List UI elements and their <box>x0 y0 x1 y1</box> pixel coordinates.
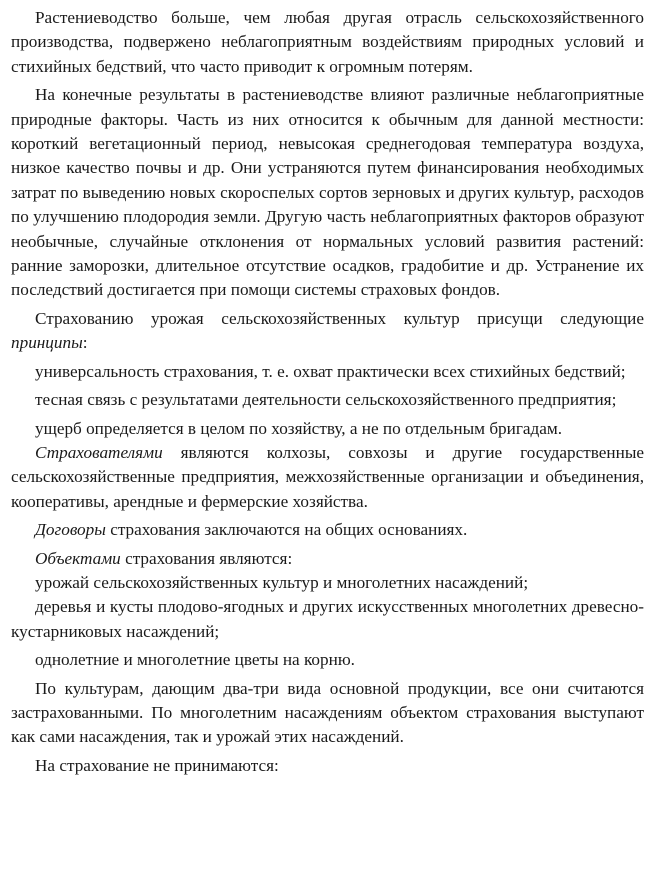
policyholders-term: Страхователями <box>35 442 163 462</box>
contracts-text: страхования заключаются на общих основаниях. <box>105 520 468 540</box>
contracts-term: Договоры <box>35 520 106 540</box>
principle-item-connection: тесная связь с результатами деятельности сельскохозяйственного предприятия; <box>35 390 617 410</box>
paragraph-crops: По культурам, дающим два-три вида основной продукции, все они считаются застрахованными. По многолетним насаждениям объектом страхования выступают как сами насаждения, так и урожай этих насаждений. <box>11 678 644 747</box>
objects-term: Объектами <box>35 548 121 568</box>
principle-item-damage: ущерб определяется в целом по хозяйству, а не по отдельным бригадам. <box>35 418 563 438</box>
principles-intro-colon: : <box>82 333 88 353</box>
object-item-flowers: однолетние и многолетние цветы на корню. <box>35 650 355 670</box>
paragraph-policyholders <box>11 441 644 514</box>
paragraph-contracts <box>11 518 644 542</box>
paragraph-intro: Растениеводство больше, чем любая другая отрасль сельскохозяйственного производства, подвержено неблагоприятным воздействиям природных условий и стихийных бедствий, что часто приводит к огромным потерям. <box>11 8 644 76</box>
object-item-trees: деревья и кусты плодово-ягодных и других искусственных многолетних древесно-кустарниковых насаждений; <box>11 597 644 641</box>
paragraph-principles-intro <box>11 307 644 356</box>
objects-intro-text: страхования являются: <box>120 548 293 568</box>
paragraph-not-accepted: На страхование не принимаются: <box>35 755 279 775</box>
principles-term: принципы <box>11 333 83 353</box>
paragraph-objects-intro <box>11 547 644 571</box>
principles-intro-text: Страхованию урожая сельскохозяйственных культур присущи следующие <box>35 308 644 328</box>
paragraph-factors: На конечные результаты в растениеводстве влияют различные неблагоприятные природные факторы. Часть из них относится к обычным для данной местности: короткий вегетационный период, невысокая среднегодовая температура воздуха, низкое качество почвы и др. Они устраняются путем финансирования необходимых затрат по выведению новых скороспелых сортов зерновых и других культур, расходов по улучшению плодородия земли. Другую часть неблагоприятных факторов образуют необычные, случайные отклонения от нормальных условий развития растений: ранние заморозки, длительное отсутствие осадков, градобитие и др. Устранение их последствий достигается при помощи системы страховых фондов. <box>11 85 644 300</box>
object-item-harvest: урожай сельскохозяйственных культур и многолетних насаждений; <box>35 572 529 592</box>
policyholders-text: являются колхозы, совхозы и другие государственные сельскохозяйственные предприятия, межхозяйственные организации и объединения, кооперативы, арендные и фермерские хозяйства. <box>11 442 644 511</box>
principle-item-universality: универсальность страхования, т. е. охват практически всех стихийных бедствий; <box>35 361 626 381</box>
